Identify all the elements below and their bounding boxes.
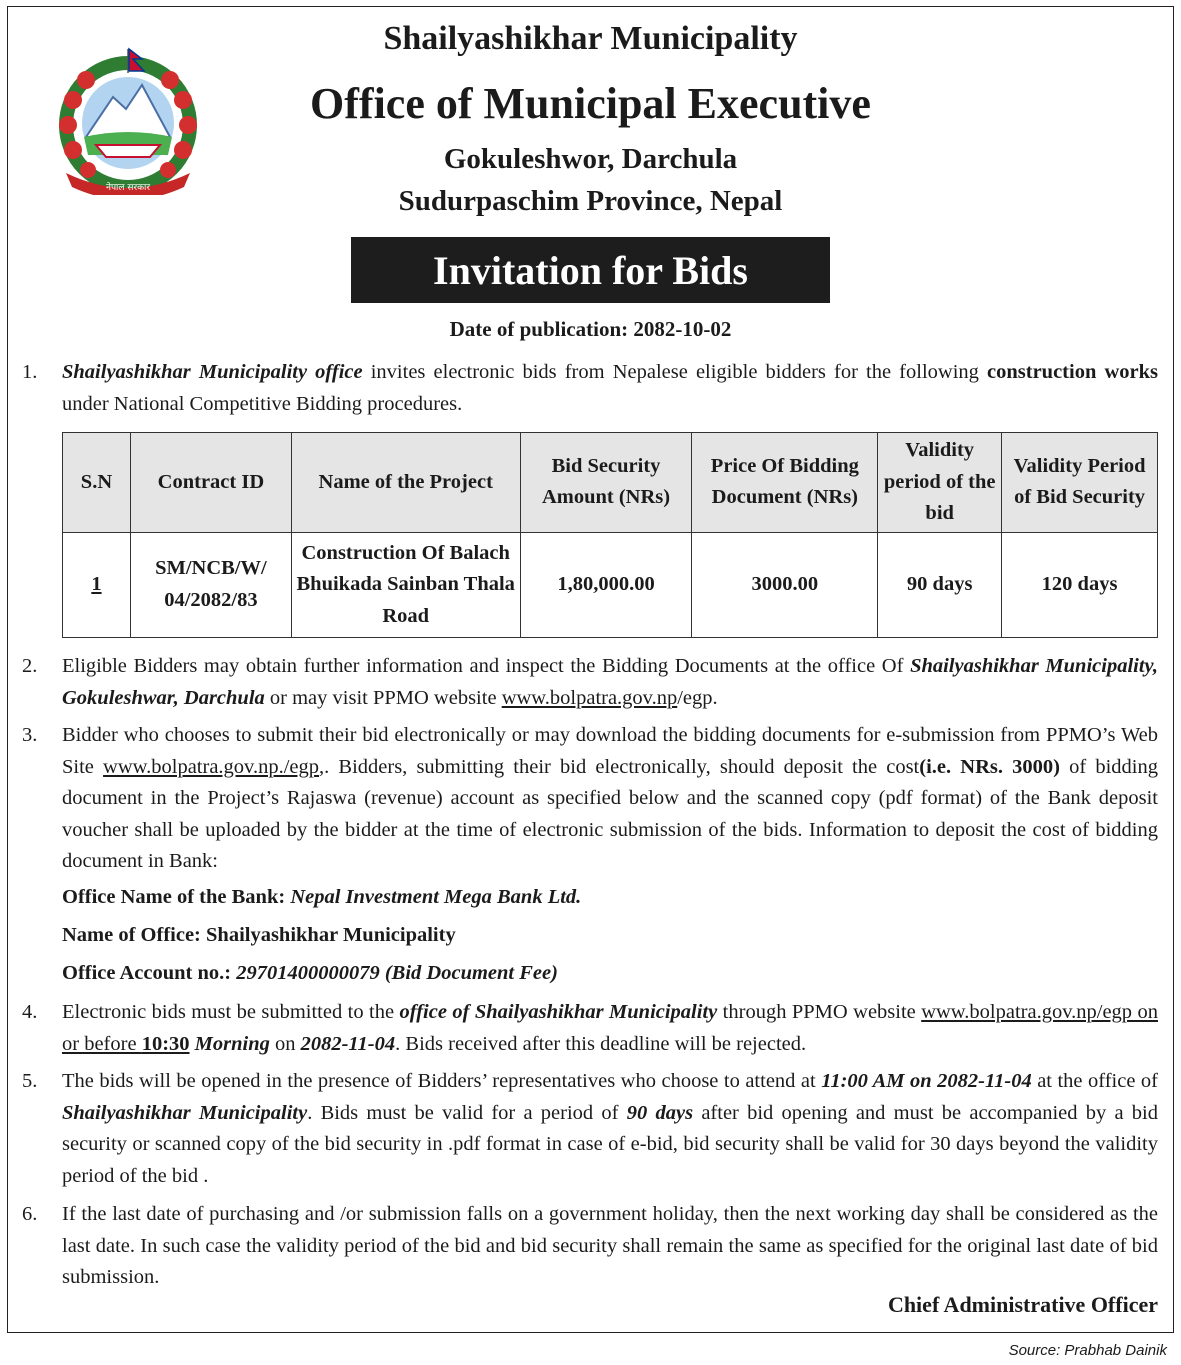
header-validity-bid: Validity period of the bid (878, 433, 1002, 533)
bold-text: (i.e. NRs. 3000) (919, 755, 1060, 778)
text: invites electronic bids from Nepalese eligible bidders for the following (362, 361, 988, 383)
paragraph-5 (22, 1066, 1159, 1192)
paragraph-number: 3. (22, 724, 38, 746)
validity-days: 90 days (626, 1101, 694, 1124)
cell-doc-price: 3000.00 (692, 532, 878, 638)
text: at the office of (1031, 1070, 1159, 1092)
cell-validity-bid: 90 days (878, 532, 1002, 638)
address-line-1: Gokuleshwor, Darchula (443, 143, 738, 175)
org-name: Shailyashikhar Municipality office (62, 361, 363, 383)
source-credit: Source: Prabhab Dainik (1008, 1342, 1167, 1359)
bank-name-line (62, 886, 581, 909)
header-project-name: Name of the Project (291, 433, 520, 533)
paragraph-3 (22, 720, 1158, 878)
text: on (269, 1032, 301, 1055)
cell-bid-security: 1,80,000.00 (520, 532, 692, 638)
text: . Bids must be valid for a period of (307, 1101, 627, 1124)
header-contract-id: Contract ID (130, 433, 291, 533)
text: ,. Bidders, submitting their bid electronically, should deposit the cost (319, 755, 920, 778)
emblem-banner-text: नेपाल सरकार (105, 183, 151, 193)
paragraph-4 (22, 997, 1158, 1060)
municipality-name: Shailyashikhar Municipality (383, 20, 798, 57)
cell-project-name: Construction Of Balach Bhuikada Sainban Thala Road (291, 532, 520, 638)
cell-sn: 1 (63, 532, 131, 638)
paragraph-number: 1. (22, 361, 38, 383)
bank-label: Office Name of the Bank: (62, 886, 286, 908)
table-header-row (63, 433, 1158, 533)
header-sn: S.N (63, 433, 131, 533)
ppmo-website-link[interactable]: www.bolpatra.gov.np (501, 686, 678, 709)
deadline-morning: Morning (194, 1032, 270, 1055)
text: under National Competitive Bidding procedures. (62, 392, 463, 415)
office-label: Name of Office: (62, 924, 201, 946)
publication-date-value: 2082-10-02 (633, 317, 732, 341)
account-label: Office Account no.: (62, 962, 232, 984)
publication-date-label: Date of publication: (449, 317, 629, 341)
header-doc-price: Price Of Bidding Document (NRs) (692, 433, 878, 533)
paragraph-1 (22, 357, 1158, 420)
deadline-date: 2082-11-04 (300, 1032, 396, 1055)
bank-value: Nepal Investment Mega Bank Ltd. (290, 886, 582, 908)
bid-table (62, 432, 1158, 638)
bold-text: construction works (987, 361, 1158, 383)
paragraph-number: 2. (22, 655, 38, 677)
office-value: Shailyashikhar Municipality (206, 924, 456, 946)
text: or may visit PPMO website (264, 686, 502, 709)
opening-datetime: 11:00 AM on 2082-11-04 (821, 1070, 1032, 1092)
org-name: Shailyashikhar Municipality (62, 1101, 308, 1124)
ppmo-website-link[interactable]: www.bolpatra.gov.np./egp (103, 755, 320, 778)
text: Bidder who chooses to submit their bid electronically or may download the bidding documents for e-submission from PPMO’s Web Site (62, 724, 1158, 778)
paragraph-6 (22, 1199, 1158, 1294)
address-line-2: Sudurpaschim Province, Nepal (398, 185, 783, 217)
text: Electronic bids must be submitted to the (62, 1001, 400, 1023)
header-bid-security: Bid Security Amount (NRs) (520, 433, 692, 533)
header-validity-security: Validity Period of Bid Security (1002, 433, 1158, 533)
text: Eligible Bidders may obtain further information and inspect the Bidding Documents at the office Of (62, 655, 911, 677)
table-row (63, 532, 1158, 638)
text: . Bids received after this deadline will be rejected. (395, 1032, 807, 1055)
text: /egp. (677, 686, 718, 709)
paragraph-number: 5. (22, 1070, 38, 1092)
text: The bids will be opened in the presence of Bidders’ representatives who choose to attend at (62, 1070, 822, 1092)
paragraph-2 (22, 651, 1158, 714)
text: after bid opening and must be accompanied by a bid security or scanned copy of the bid security in .pdf format in case of e-bid, bid security shall be valid for 30 days beyond the validity period of the bid . (62, 1101, 1159, 1187)
office-name-line (62, 924, 456, 947)
deadline-time: 10:30 (141, 1032, 190, 1055)
org-name: office of Shailyashikhar Municipality (399, 1001, 718, 1023)
paragraph-number: 6. (22, 1203, 38, 1225)
publication-date (0, 317, 1181, 342)
office-title: Office of Municipal Executive (310, 79, 871, 128)
paragraph-number: 4. (22, 1001, 38, 1023)
text: of bidding document in the Project’s Rajaswa (revenue) account as specified below and the scanned copy (pdf format) of the Bank deposit voucher shall be uploaded by the bidder at the time of electronic submission of the bids. Information to deposit the cost of bidding document in Bank: (62, 755, 1158, 872)
org-address: Shailyashikhar Municipality, Gokuleshwar, Darchula (62, 655, 1158, 709)
account-value: 29701400000079 (Bid Document Fee) (236, 962, 558, 984)
text: If the last date of purchasing and /or submission falls on a government holiday, then the next working day shall be considered as the last date. In such case the validity period of the bid and bid security shall remain the same as specified for the original last date of bid submission. (62, 1203, 1158, 1288)
cell-validity-security: 120 days (1002, 532, 1158, 638)
cell-contract-id: SM/NCB/W/ 04/2082/83 (130, 532, 291, 638)
account-line (62, 962, 558, 985)
signoff: Chief Administrative Officer (887, 1292, 1158, 1317)
ppmo-website-link[interactable]: www.bolpatra.gov.np/egp on or before (62, 1001, 1158, 1055)
title-banner: Invitation for Bids (351, 237, 830, 303)
text: through PPMO website (717, 1001, 922, 1023)
